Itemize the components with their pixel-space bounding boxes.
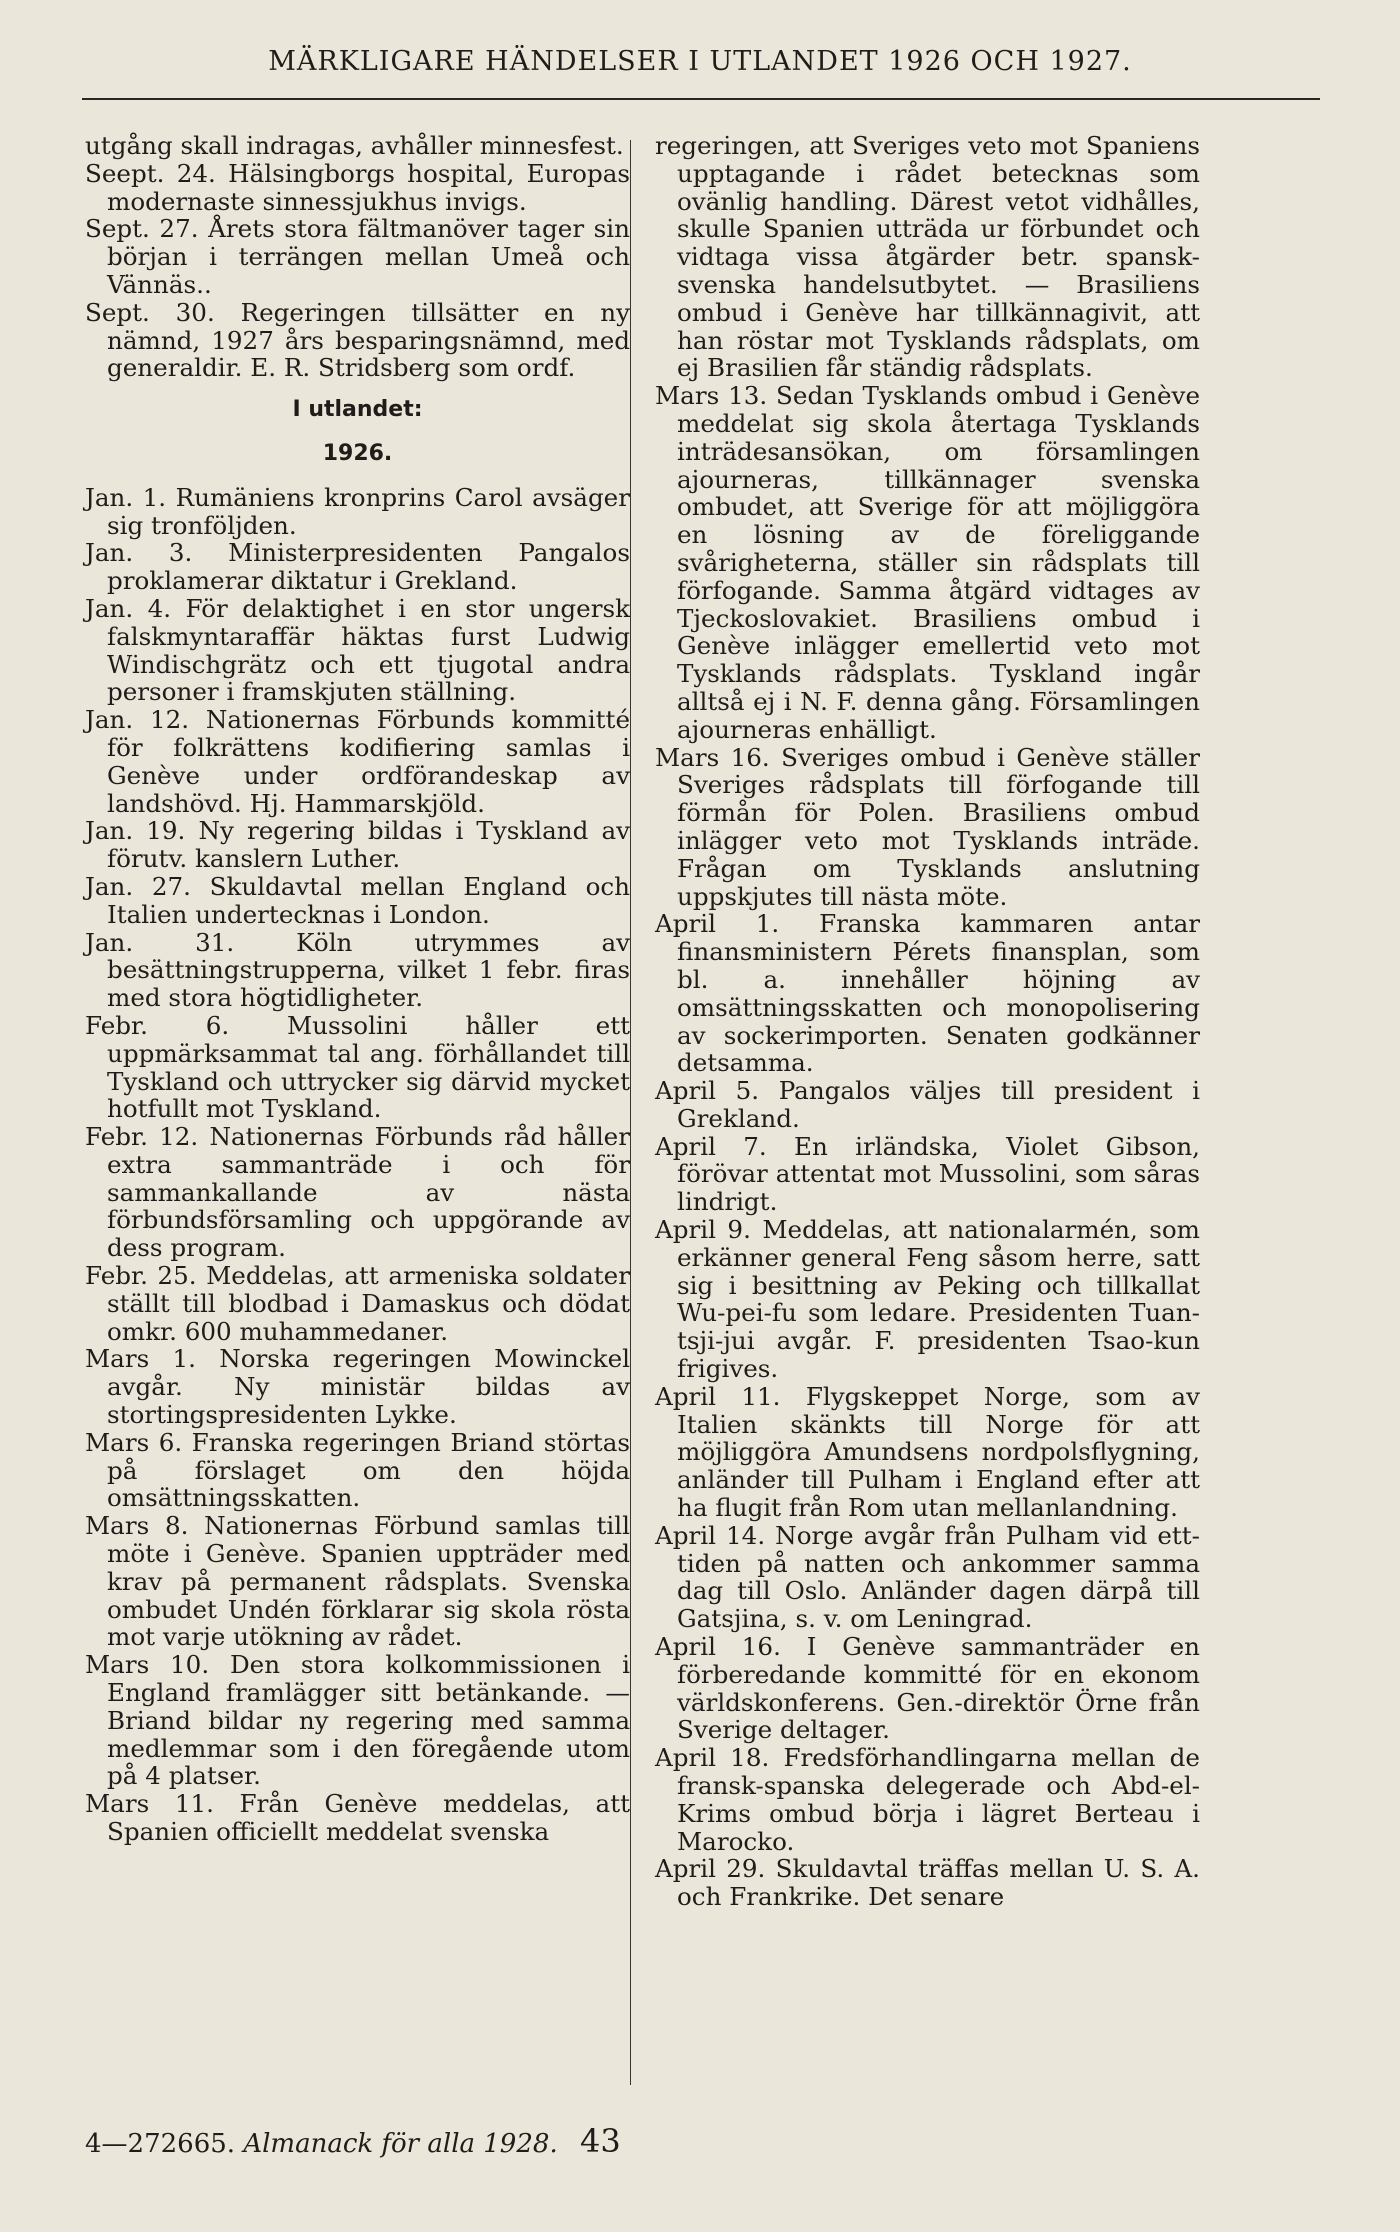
entry-date: Seept. 24. — [85, 158, 216, 188]
chronicle-entry — [655, 1383, 1200, 1522]
chronicle-entry — [85, 299, 630, 382]
right-column — [655, 132, 1200, 1911]
chronicle-entry — [85, 160, 630, 216]
header-rule — [82, 98, 1320, 100]
entry-text: Franska kammaren antar finansministern Pérets finansplan, som bl. a. innehåller höjning av omsättningsskatten och monopolisering av sockerimporten. Senaten godkänner detsamma. — [677, 909, 1201, 1078]
entry-text: För delaktighet i en stor ungersk falskmyntaraffär häktas furst Ludwig Windischgrätz och ett tjugotal andra personer i framskjuten ställning. — [107, 593, 631, 707]
chronicle-entry — [85, 1429, 630, 1512]
entry-date: April 18. — [655, 1743, 770, 1773]
left-column — [85, 132, 630, 1846]
section-title: I utlandet: — [292, 397, 423, 423]
entry-date: Mars 16. — [655, 742, 770, 772]
entry-text: Pangalos väljes till president i Grekland. — [677, 1076, 1200, 1133]
entry-date: Jan. 1. — [85, 482, 167, 512]
entry-text: Flygskeppet Norge, som av Italien skänkts till Norge för att möjliggöra Amundsens nordpolsflygning, anländer till Pulham i England efter att ha flugit från Rom utan mellanlandning. — [677, 1381, 1200, 1523]
chronicle-entry — [85, 817, 630, 873]
chronicle-entry — [655, 910, 1200, 1077]
entry-date: Mars 10. — [85, 1650, 210, 1680]
entry-text: Mussolini håller ett uppmärksammat tal ang. förhållandet till Tyskland och uttrycker sig därvid mycket hotfullt mot Tyskland. — [107, 1010, 630, 1124]
page-number: 43 — [579, 2122, 621, 2160]
footer-publication: Almanack för alla 1928. — [243, 2129, 558, 2159]
chronicle-entry — [85, 1012, 630, 1123]
entry-date: Sept. 30. — [85, 297, 215, 327]
chronicle-entry — [85, 484, 630, 540]
entry-text: Regeringen tillsätter en ny nämnd, 1927 års besparingsnämnd, med generaldir. E. R. Stridsberg som ordf. — [107, 297, 630, 383]
entry-text: Nationernas Förbunds kommitté för folkrättens kodifiering samlas i Genève under ordförandeskap av landshövd. Hj. Hammarskjöld. — [107, 705, 630, 818]
chronicle-entry — [655, 382, 1200, 743]
chronicle-entry — [655, 132, 1200, 382]
chronicle-entry — [85, 132, 630, 160]
entry-date: April 9. — [655, 1215, 751, 1245]
entry-date: April 1. — [655, 909, 780, 939]
running-header: MÄRKLIGARE HÄNDELSER I UTLANDET 1926 OCH 1927. — [268, 46, 1132, 77]
entry-text: En irländska, Violet Gibson, förövar attentat mot Mussolini, som såras lindrigt. — [677, 1131, 1200, 1217]
entry-date: Jan. 12. — [85, 705, 190, 735]
entry-text: utgång skall indragas, avhåller minnesfest. — [85, 131, 624, 160]
entry-date: Febr. 25. — [85, 1261, 197, 1291]
entry-text: Norge avgår från Pulham vid ett-tiden på natten och ankommer samma dag till Oslo. Anländer dagen därpå till Gatsjina, s. v. om Leningrad. — [677, 1520, 1200, 1634]
chronicle-entry — [655, 1133, 1200, 1216]
entry-date: April 14. — [655, 1520, 766, 1550]
entry-date: Sept. 27. — [85, 214, 199, 244]
chronicle-entry — [655, 1633, 1200, 1744]
entry-date: Mars 6. — [85, 1427, 183, 1457]
entry-date: April 7. — [655, 1131, 767, 1161]
chronicle-entry — [655, 1077, 1200, 1133]
entry-date: April 16. — [655, 1632, 781, 1662]
chronicle-entry — [85, 873, 630, 929]
entry-text: Rumäniens kronprins Carol avsäger sig tronföljden. — [107, 482, 630, 540]
right-entries — [655, 132, 1200, 1911]
entry-text: Nationernas Förbunds råd håller extra sammanträde i och för sammankallande av nästa förbundsförsamling och uppgörande av dess program. — [107, 1122, 630, 1263]
entry-date: Jan. 4. — [85, 593, 172, 623]
entry-text: Meddelas, att armeniska soldater ställt till blodbad i Damaskus och dödat omkr. 600 muhammedaner. — [107, 1261, 630, 1346]
chronicle-entry — [85, 1790, 630, 1846]
entry-date: Febr. 6. — [85, 1010, 230, 1040]
entry-date: Jan. 3. — [85, 538, 193, 568]
column-divider — [630, 140, 631, 2085]
entry-text: Skuldavtal mellan England och Italien undertecknas i London. — [107, 871, 630, 929]
chronicle-entry — [85, 1123, 630, 1262]
entry-text: Årets stora fältmanöver tager sin början i terrängen mellan Umeå och Vännäs.. — [107, 214, 630, 299]
chronicle-entry — [85, 1262, 630, 1345]
entry-text: Meddelas, att nationalarmén, som erkänner general Feng såsom herre, satt sig i besittning av Peking och tillkallat Wu-pei-fu som ledare. Presidenten Tuan-tsji-jui avgår. F. presidenten Tsao-kun frigives. — [677, 1215, 1200, 1384]
year-heading: 1926. — [322, 440, 393, 466]
footer-code: 4—272665. — [85, 2129, 236, 2159]
chronicle-entry — [655, 744, 1200, 911]
chronicle-entry — [85, 539, 630, 595]
entry-text: Från Genève meddelas, att Spanien officiellt meddelat svenska — [107, 1789, 630, 1847]
entry-date: Mars 13. — [655, 381, 768, 411]
entry-text: Den stora kolkommissionen i England framlägger sitt betänkande. — Briand bildar ny regering med samma medlemmar som i den föregående utom på 4 platser. — [107, 1650, 630, 1791]
entry-text: Nationernas Förbund samlas till möte i Genève. Spanien uppträder med krav på permanent rådsplats. Svenska ombudet Undén förklarar sig skola rösta mot varje utökning av rådet. — [107, 1511, 630, 1652]
entry-date: Jan. 27. — [85, 871, 191, 901]
chronicle-entry — [655, 1744, 1200, 1855]
chronicle-entry — [655, 1522, 1200, 1633]
entry-text: Sedan Tysklands ombud i Genève meddelat sig skola återtaga Tysklands inträdesansökan, om församlingen ajourneras, tillkännager svenska ombudet, att Sverige för att möjliggöra en lösning av de föreliggande svårigheterna, ställer sin rådsplats till förfogande. Samma åtgärd vidtages av Tjeckoslovakiet. Brasiliens ombud i Genève inlägger emellertid veto mot Tysklands rådsplats. Tyskland ingår alltså ej i N. F. denna gång. Församlingen ajourneras enhälligt. — [677, 381, 1200, 744]
entry-date: Mars 1. — [85, 1344, 196, 1374]
entry-text: Skuldavtal träffas mellan U. S. A. och Frankrike. Det senare — [677, 1854, 1200, 1912]
entry-date: April 11. — [655, 1381, 781, 1411]
chronicle-entry — [85, 706, 630, 817]
chronicle-entry — [655, 1216, 1200, 1383]
entry-text: Köln utrymmes av besättningstrupperna, vilket 1 febr. firas med stora högtidligheter. — [107, 927, 631, 1013]
entry-text: Ny regering bildas i Tyskland av förutv. kanslern Luther. — [107, 816, 630, 874]
entry-date: Jan. 31. — [85, 927, 235, 957]
left-top-entries — [85, 132, 630, 382]
entry-date: Mars 11. — [85, 1789, 214, 1819]
chronicle-entry — [85, 1512, 630, 1651]
left-main-entries — [85, 484, 630, 1846]
entry-date: April 29. — [655, 1854, 766, 1884]
footer — [85, 2122, 621, 2160]
entry-text: Sveriges ombud i Genève ställer Sveriges rådsplats till förfogande till förmån för Polen. Brasiliens ombud inlägger veto mot Tysklands inträde. Frågan om Tysklands anslutning uppskjutes till nästa möte. — [677, 742, 1200, 911]
entry-text: Norska regeringen Mowinckel avgår. Ny ministär bildas av stortingspresidenten Lykke. — [107, 1344, 630, 1430]
entry-text: Fredsförhandlingarna mellan de fransk-spanska delegerade och Abd-el-Krims ombud börja i lägret Berteau i Marocko. — [677, 1743, 1200, 1856]
entry-date: Mars 8. — [85, 1511, 189, 1541]
chronicle-entry — [655, 1855, 1200, 1911]
chronicle-entry — [85, 1651, 630, 1790]
chronicle-entry — [85, 929, 630, 1012]
chronicle-entry — [85, 595, 630, 706]
entry-text: Franska regeringen Briand störtas på förslaget om den höjda omsättningsskatten. — [107, 1427, 630, 1513]
entry-text: I Genève sammanträder en förberedande kommitté för en ekonom världskonferens. Gen.-direktör Örne från Sverige deltager. — [677, 1632, 1200, 1745]
entry-date: Febr. 12. — [85, 1122, 199, 1152]
entry-date: April 5. — [655, 1076, 760, 1106]
entry-text: regeringen, att Sveriges veto mot Spaniens upptagande i rådet betecknas som ovänlig handling. Därest vetot vidhålles, skulle Spanien utträda ur förbundet och vidtaga vissa åtgärder betr. spansk-svenska handelsutbytet. — Brasiliens ombud i Genève har tillkännagivit, att han röstar mot Tysklands rådsplats, om ej Brasilien får ständig rådsplats. — [655, 131, 1200, 383]
entry-date: Jan. 19. — [85, 816, 186, 846]
chronicle-entry — [85, 1345, 630, 1428]
entry-text: Hälsingborgs hospital, Europas modernaste sinnessjukhus invigs. — [107, 158, 630, 216]
chronicle-entry — [85, 215, 630, 298]
entry-text: Ministerpresidenten Pangalos proklamerar diktatur i Grekland. — [107, 538, 630, 596]
